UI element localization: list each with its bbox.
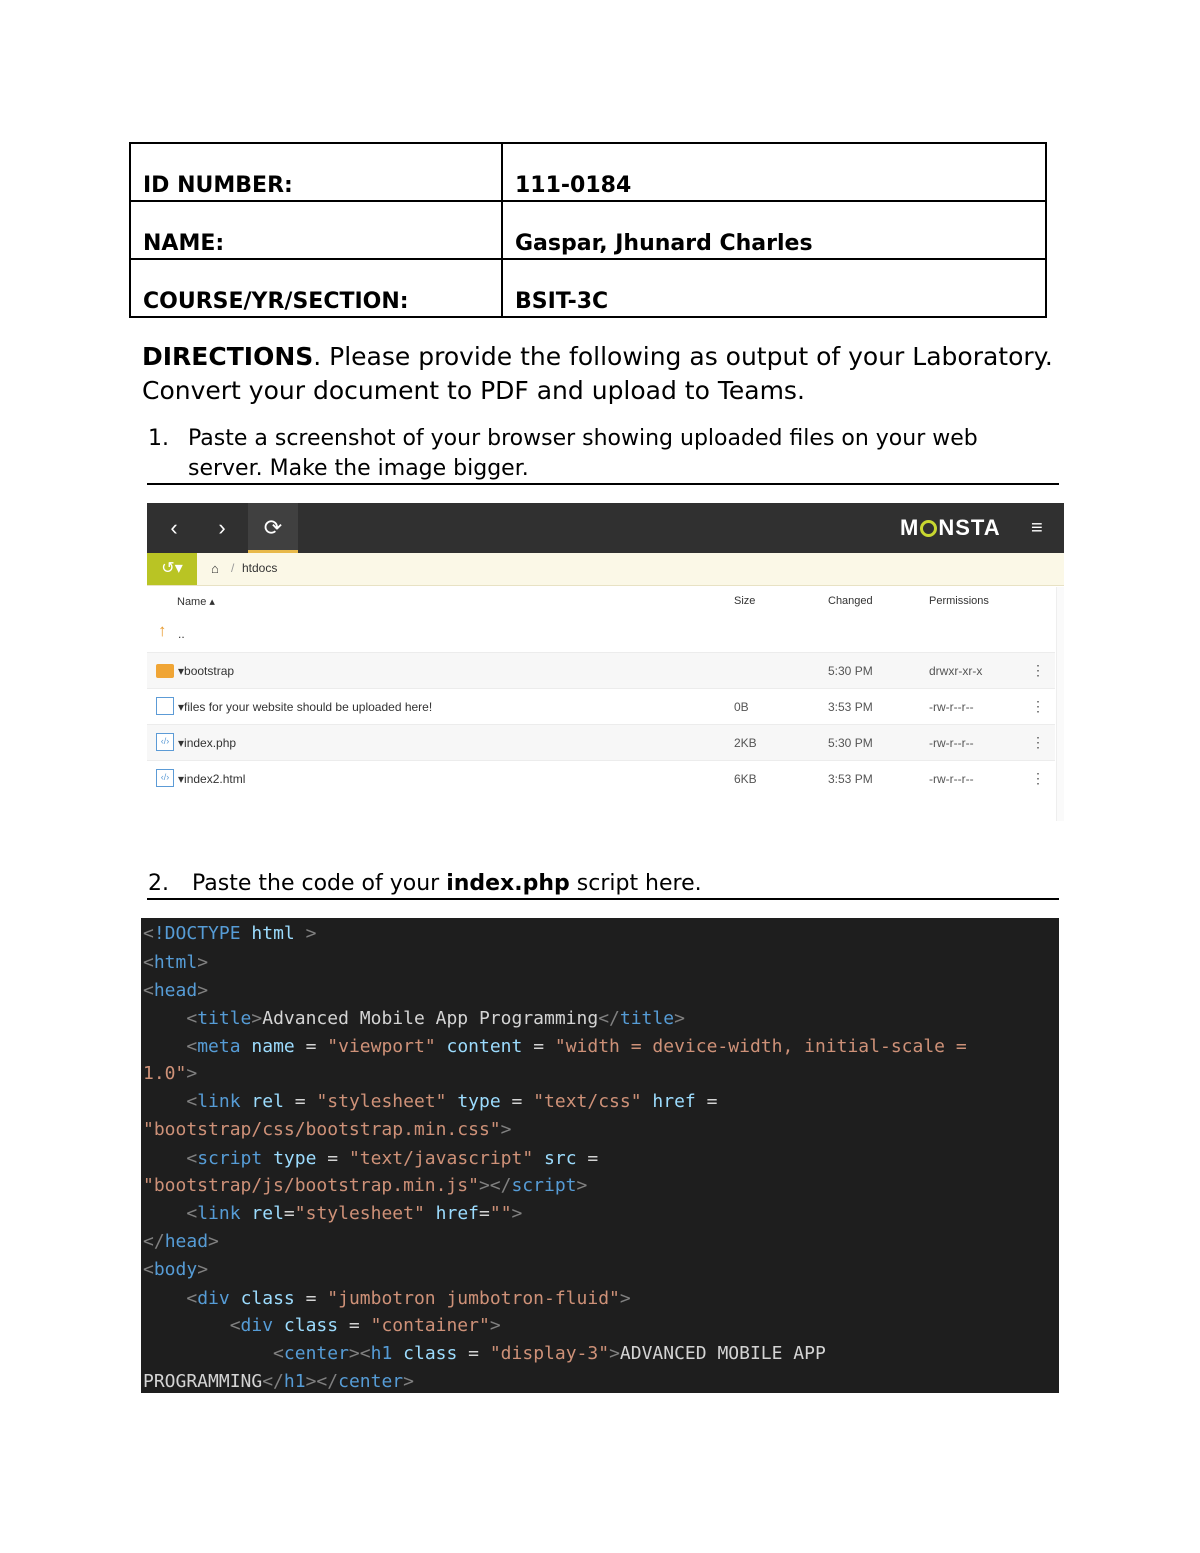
more-options-icon[interactable]: ⋮ xyxy=(1031,770,1045,786)
code-token: "bootstrap/js/bootstrap.min.js" xyxy=(143,1175,479,1196)
code-token: "viewport" xyxy=(327,1036,436,1057)
code-token: > xyxy=(197,952,209,973)
code-token: > xyxy=(403,1371,414,1392)
code-token xyxy=(241,1036,252,1057)
code-token: Advanced Mobile App Programming xyxy=(262,1008,599,1029)
code-token xyxy=(143,1315,230,1336)
item-1-text: Paste a screenshot of your browser showing uploaded files on your web server. Make the image bigger. xyxy=(188,426,978,481)
code-token xyxy=(241,1091,252,1112)
file-row[interactable] xyxy=(147,724,1055,761)
document-icon xyxy=(156,697,174,715)
monsta-logo xyxy=(900,515,1001,541)
code-token: < xyxy=(186,1036,198,1057)
code-token: = xyxy=(294,1288,328,1309)
item-1-number: 1. xyxy=(148,426,169,451)
code-token xyxy=(436,1036,447,1057)
directions-paragraph xyxy=(142,340,1062,408)
hamburger-menu-icon[interactable]: ≡ xyxy=(1031,517,1043,539)
code-token: >< xyxy=(348,1343,371,1364)
instruction-item-2 xyxy=(148,869,1048,899)
code-token: "" xyxy=(489,1203,512,1224)
code-token xyxy=(392,1343,403,1364)
column-header-name[interactable]: Name ▴ xyxy=(177,596,215,608)
directions-text: . Please provide the following as output of your Laboratory. Convert your document to PDF and upload to Teams. xyxy=(142,342,1053,405)
code-token: = xyxy=(294,1036,328,1057)
item-2-rule xyxy=(147,898,1059,900)
code-token: = xyxy=(283,1091,317,1112)
code-line xyxy=(143,1036,967,1057)
code-token: href xyxy=(435,1203,480,1224)
logo-text-left: M xyxy=(900,515,920,540)
code-token: div xyxy=(240,1315,274,1336)
breadcrumb-bar xyxy=(147,553,1064,586)
code-token: rel xyxy=(251,1203,284,1224)
code-token: name xyxy=(251,1036,295,1057)
file-permissions: -rw-r--r-- xyxy=(929,700,974,714)
code-token: "stylesheet" xyxy=(316,1091,447,1112)
code-token: meta xyxy=(197,1036,241,1057)
file-changed: 3:53 PM xyxy=(828,772,873,786)
item-2-text-pre: Paste the code of your xyxy=(192,871,447,896)
code-token: < xyxy=(143,952,154,973)
id-number-label: ID NUMBER: xyxy=(130,143,502,201)
code-line xyxy=(143,1119,511,1140)
code-token: ></ xyxy=(478,1175,512,1196)
code-token: > xyxy=(576,1175,588,1196)
code-token: div xyxy=(197,1288,230,1309)
file-row[interactable] xyxy=(147,652,1055,689)
code-token: !DOCTYPE xyxy=(153,923,241,944)
file-name: ▾index.php xyxy=(178,736,237,750)
code-token: = xyxy=(500,1091,534,1112)
code-token: ADVANCED MOBILE APP xyxy=(619,1343,826,1364)
code-token: < xyxy=(186,1148,198,1169)
code-token: = xyxy=(457,1343,490,1364)
id-number-value: 111-0184 xyxy=(502,143,1046,201)
item-2-text-post: script here. xyxy=(569,871,702,896)
code-line xyxy=(143,1148,598,1169)
code-token: "text/javascript" xyxy=(348,1148,534,1169)
back-icon[interactable]: ‹ xyxy=(170,515,178,540)
code-token xyxy=(143,1203,186,1224)
code-token: "stylesheet" xyxy=(294,1203,425,1224)
course-label: COURSE/YR/SECTION: xyxy=(130,259,502,317)
code-token: > xyxy=(489,1315,501,1336)
code-token: = xyxy=(479,1203,490,1224)
code-token: > xyxy=(251,1008,263,1029)
code-token xyxy=(241,1203,252,1224)
code-token: type xyxy=(273,1148,317,1169)
code-line xyxy=(143,1175,587,1196)
code-token: </ xyxy=(598,1008,620,1029)
code-line xyxy=(143,1315,501,1336)
file-list-scrollbar[interactable] xyxy=(1056,587,1064,821)
code-token: h1 xyxy=(370,1343,393,1364)
code-token xyxy=(143,1288,186,1309)
code-token: rel xyxy=(251,1091,284,1112)
item-2-number: 2. xyxy=(148,871,169,896)
code-token: > xyxy=(197,1259,209,1280)
code-token: script xyxy=(511,1175,577,1196)
code-token: < xyxy=(186,1091,198,1112)
refresh-icon[interactable]: ⟳ xyxy=(248,503,298,553)
code-token: class xyxy=(403,1343,458,1364)
logo-text-right: NSTA xyxy=(938,515,1001,540)
code-line xyxy=(143,1371,414,1392)
name-label: NAME: xyxy=(130,201,502,259)
file-row[interactable] xyxy=(147,688,1055,725)
column-header-size[interactable]: Size xyxy=(734,595,756,607)
history-icon[interactable]: ↺▾ xyxy=(147,553,197,585)
code-token: "display-3" xyxy=(489,1343,610,1364)
code-token: < xyxy=(143,1259,154,1280)
file-permissions: -rw-r--r-- xyxy=(929,772,974,786)
code-line xyxy=(143,1288,631,1309)
code-token xyxy=(143,1036,186,1057)
code-block xyxy=(141,918,1059,1393)
column-header-permissions[interactable]: Permissions xyxy=(929,595,989,607)
code-token: html xyxy=(251,923,295,944)
column-header-changed[interactable]: Changed xyxy=(828,595,873,607)
code-token: link xyxy=(197,1091,241,1112)
item-1-rule xyxy=(147,483,1059,485)
folder-icon xyxy=(156,664,174,678)
code-token: = xyxy=(695,1091,718,1112)
code-line xyxy=(143,1091,717,1112)
info-row-name xyxy=(130,201,1046,259)
code-token xyxy=(241,923,252,944)
code-token: </ xyxy=(143,1231,165,1252)
code-token: > xyxy=(511,1203,523,1224)
code-token xyxy=(143,1343,273,1364)
code-token xyxy=(230,1288,241,1309)
code-token: > xyxy=(186,1063,198,1084)
code-token: < xyxy=(273,1343,284,1364)
info-row-course xyxy=(130,259,1046,317)
file-browser-toolbar xyxy=(147,503,1064,553)
code-token: > xyxy=(294,923,317,944)
code-token: < xyxy=(186,1203,198,1224)
breadcrumb-separator: / xyxy=(231,561,235,575)
code-token: = xyxy=(316,1148,349,1169)
code-token: < xyxy=(143,923,154,944)
code-token: > xyxy=(208,1231,219,1252)
code-token: = xyxy=(283,1203,295,1224)
code-token: > xyxy=(674,1008,685,1029)
code-token xyxy=(262,1148,273,1169)
code-line xyxy=(143,1231,219,1252)
code-token: head xyxy=(164,1231,209,1252)
instruction-item-1 xyxy=(148,424,1048,484)
home-icon[interactable]: ⌂ xyxy=(211,561,219,576)
file-changed: 3:53 PM xyxy=(828,700,873,714)
code-line xyxy=(143,952,208,973)
forward-icon[interactable]: › xyxy=(218,515,226,540)
code-token: content xyxy=(446,1036,523,1057)
code-token xyxy=(273,1315,284,1336)
file-browser-screenshot xyxy=(147,503,1064,821)
code-line xyxy=(143,1259,208,1280)
file-changed: 5:30 PM xyxy=(828,664,873,678)
code-token: > xyxy=(197,980,209,1001)
student-info-table xyxy=(129,142,1047,318)
code-token: "text/css" xyxy=(533,1091,642,1112)
code-token: body xyxy=(153,1259,198,1280)
file-changed: 5:30 PM xyxy=(828,736,873,750)
parent-dir-row[interactable] xyxy=(147,616,1055,652)
code-token: < xyxy=(143,980,154,1001)
code-file-icon: ‹/› xyxy=(156,769,174,787)
file-name: ▾files for your website should be uploaded here! xyxy=(178,700,433,714)
code-token: "width = device-width, initial-scale = xyxy=(554,1036,967,1057)
file-name: ▾index2.html xyxy=(178,772,246,786)
code-token: PROGRAMMING xyxy=(143,1371,263,1392)
name-value: Gaspar, Jhunard Charles xyxy=(502,201,1046,259)
file-permissions: -rw-r--r-- xyxy=(929,736,974,750)
file-size: 2KB xyxy=(734,736,757,750)
code-line xyxy=(143,1008,685,1029)
code-token: > xyxy=(619,1288,631,1309)
code-token: = xyxy=(522,1036,555,1057)
code-line xyxy=(143,923,316,944)
code-token: title xyxy=(619,1008,675,1029)
code-token: < xyxy=(186,1008,198,1029)
code-token: > xyxy=(500,1119,512,1140)
parent-dir-label: .. xyxy=(178,627,185,641)
up-arrow-icon: ↑ xyxy=(158,621,167,640)
file-size: 0B xyxy=(734,700,749,714)
code-token: h1 xyxy=(283,1371,306,1392)
code-token: "bootstrap/css/bootstrap.min.css" xyxy=(143,1119,501,1140)
code-token xyxy=(143,1091,186,1112)
code-token: center xyxy=(338,1371,404,1392)
code-token: center xyxy=(283,1343,349,1364)
more-options-icon[interactable]: ⋮ xyxy=(1031,734,1045,750)
code-token xyxy=(446,1091,457,1112)
breadcrumb-current-dir[interactable]: htdocs xyxy=(242,561,278,575)
code-token xyxy=(533,1148,544,1169)
code-token: > xyxy=(609,1343,620,1364)
code-token: 1.0" xyxy=(143,1063,187,1084)
code-token xyxy=(143,1148,186,1169)
code-token: script xyxy=(197,1148,263,1169)
directions-lead: DIRECTIONS xyxy=(142,342,314,371)
code-token: type xyxy=(457,1091,501,1112)
code-line xyxy=(143,1343,826,1364)
code-token: head xyxy=(153,980,198,1001)
code-token: < xyxy=(229,1315,241,1336)
file-size: 6KB xyxy=(734,772,757,786)
code-token: "container" xyxy=(370,1315,490,1336)
code-line xyxy=(143,1203,522,1224)
code-token: title xyxy=(197,1008,252,1029)
code-token: = xyxy=(576,1148,599,1169)
more-options-icon[interactable]: ⋮ xyxy=(1031,662,1045,678)
code-token: class xyxy=(283,1315,339,1336)
file-row[interactable] xyxy=(147,760,1055,797)
item-2-filename: index.php xyxy=(446,871,570,896)
code-token: src xyxy=(544,1148,577,1169)
code-token: </ xyxy=(262,1371,284,1392)
code-token xyxy=(143,1008,186,1029)
code-file-icon: ‹/› xyxy=(156,733,174,751)
code-line xyxy=(143,1063,197,1084)
file-name: ▾bootstrap xyxy=(178,664,235,678)
code-token: = xyxy=(338,1315,371,1336)
code-token: link xyxy=(197,1203,241,1224)
code-token: html xyxy=(153,952,198,973)
code-token xyxy=(642,1091,653,1112)
logo-o-mark xyxy=(920,520,937,537)
code-token: ></ xyxy=(305,1371,339,1392)
info-row-id xyxy=(130,143,1046,201)
course-value: BSIT-3C xyxy=(502,259,1046,317)
code-line xyxy=(143,980,208,1001)
code-token: "jumbotron jumbotron-fluid" xyxy=(327,1288,620,1309)
code-token: < xyxy=(186,1288,198,1309)
code-token: class xyxy=(240,1288,295,1309)
more-options-icon[interactable]: ⋮ xyxy=(1031,698,1045,714)
file-permissions: drwxr-xr-x xyxy=(929,664,983,678)
code-token xyxy=(425,1203,436,1224)
code-token: href xyxy=(652,1091,696,1112)
